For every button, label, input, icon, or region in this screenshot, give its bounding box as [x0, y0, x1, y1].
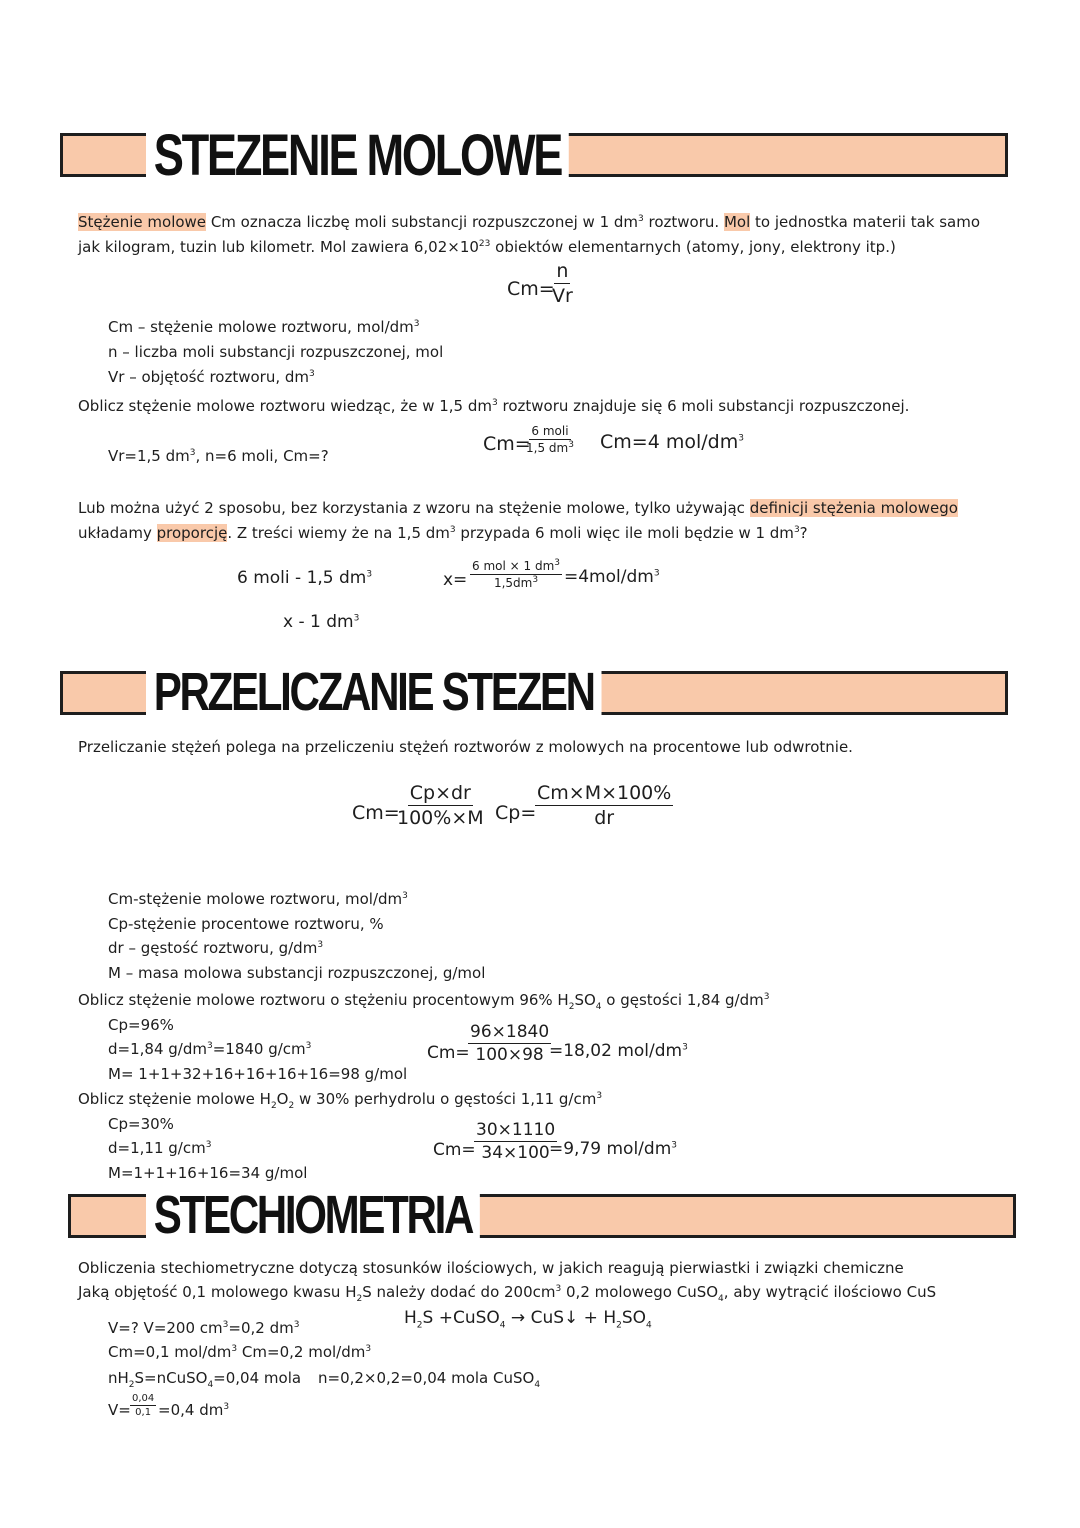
calc-fraction: $\frac{30\times 1110}{34\times 100}$ — [476, 1120, 556, 1163]
intro-line-2: jak kilogram, tuzin lub kilometr. Mol zawiera $6,02\times 10^{23}$ obiektów elementarnych (atomy, jony, elektrony itp.) — [78, 238, 896, 256]
formula-cm-fraction: $\frac{Cp\times dr}{100\%\times M}$ — [397, 782, 484, 829]
calc-lhs: Cm= — [483, 433, 531, 455]
task-line: Oblicz stężenie molowe roztworu wiedząc, że w 1,5 $dm^3$ roztworu znajduje się 6 moli substancji rozpuszczonej. — [78, 397, 910, 415]
section-title-przeliczanie-stezen: PRZELICZANIE STEZEN — [146, 660, 602, 724]
volume-lhs: V= — [108, 1401, 131, 1419]
proportion-lhs: x= — [443, 570, 468, 590]
legend-line: Cp-stężenie procentowe roztworu, % — [108, 915, 384, 933]
legend-line: Vr – objętość roztworu, $dm^3$ — [108, 368, 315, 386]
intro-line-1: Stężenie molowe Cm oznacza liczbę moli substancji rozpuszczonej w 1 $dm^3$ roztworu. Mol to jednostka materii tak samo — [78, 213, 981, 231]
calc-fraction: 6 moli 1,5 $dm^3$ — [526, 424, 574, 455]
given-values: Vr=1,5 $dm^3$, n=6 moli, Cm=? — [108, 447, 329, 465]
calc-fraction: $\frac{96\times 1840}{100\times 98}$ — [470, 1022, 550, 1065]
given-cp: Cp=30% — [108, 1115, 174, 1133]
intro-line: Przeliczanie stężeń polega na przeliczeniu stężeń roztworów z molowych na procentowe lub odwrotnie. — [78, 738, 853, 756]
section-title-stechiometria: STECHIOMETRIA — [146, 1183, 480, 1247]
formula-lhs: Cm= — [507, 278, 555, 300]
calc-lhs: Cm= — [427, 1043, 470, 1063]
legend-line: Cm – stężenie molowe roztworu, mol/$dm^3$ — [108, 318, 420, 336]
proportion-row: 6 moli - 1,5 $dm^3$ — [237, 568, 373, 588]
mole-calculation: n=0,2×0,2=0,04 mola CuSO$_4$ — [318, 1369, 541, 1390]
task-line: Oblicz stężenie molowe roztworu o stężeniu procentowym 96% $H_2SO_4$ o gęstości 1,84 $g/dm^3$ — [78, 991, 770, 1012]
intro-line: Obliczenia stechiometryczne dotyczą stosunków ilościowych, w jakich reagują pierwiastki i związki chemiczne — [78, 1259, 904, 1277]
task-line: Jaką objętość 0,1 molowego kwasu $H_2S$ należy dodać do $200cm^3$ 0,2 molowego CuSO$_4$, aby wytrącić ilościowo CuS — [78, 1283, 937, 1304]
section-title-stezenie-molowe: STEZENIE MOLOWE — [146, 124, 569, 188]
calc-result: Cm=4 mol/$dm^3$ — [600, 431, 744, 453]
alt-method-line-2: układamy proporcję. Z treści wiemy że na 1,5 $dm^3$ przypada 6 moli więc ile moli będzie w 1 $dm^3$? — [78, 524, 808, 542]
given-molar-mass: M= 1+1+32+16+16+16+16=98 g/mol — [108, 1065, 408, 1083]
volume-fraction: $\frac{0,04}{0,1}$ — [132, 1393, 155, 1418]
proportion-result: $=4mol/dm^3$ — [564, 567, 660, 587]
legend-line: M – masa molowa substancji rozpuszczonej, g/mol — [108, 964, 486, 982]
mole-equation: $nH_2S=nCuSO_4=0,04$ mola — [108, 1369, 302, 1390]
formula-cp-fraction: $\frac{Cm\times M\times 100\%}{dr}$ — [537, 782, 672, 829]
formula-lhs: Cp= — [495, 802, 537, 824]
highlight-term: proporcję — [156, 524, 228, 542]
calc-result: =18,02 mol/$dm^3$ — [549, 1041, 688, 1061]
given-cp: Cp=96% — [108, 1016, 174, 1034]
legend-line: Cm-stężenie molowe roztworu, mol/$dm^3$ — [108, 890, 408, 908]
given-concentrations: Cm=0,1 mol/$dm^3$ Cm=0,2 mol/$dm^3$ — [108, 1343, 372, 1361]
highlight-term: definicji stężenia molowego — [749, 499, 958, 517]
formula-fraction: $\frac{n}{Vr}$ — [552, 260, 573, 307]
highlight-term: Stężenie molowe — [78, 213, 207, 231]
volume-result: =0,4 $dm^3$ — [158, 1401, 230, 1419]
proportion-fraction: 6 mol × 1 $dm^3$ $1,5dm^3$ — [472, 558, 560, 590]
given-density: d=1,84 $g/dm^3=1840$ $g/cm^3$ — [108, 1040, 312, 1058]
legend-line: dr – gęstość roztworu, $g/dm^3$ — [108, 939, 324, 957]
calc-lhs: Cm= — [433, 1140, 476, 1160]
task-line: Oblicz stężenie molowe $H_2O_2$ w 30% perhydrolu o gęstości 1,11 $g/cm^3$ — [78, 1090, 603, 1111]
reaction-equation: $H_2S$ +CuSO$_4$ → CuS↓ + $H_2SO_4$ — [404, 1308, 652, 1331]
formula-lhs: Cm= — [352, 802, 400, 824]
highlight-term: Mol — [723, 213, 751, 231]
alt-method-line-1: Lub można użyć 2 sposobu, bez korzystania z wzoru na stężenie molowe, tylko używając definicji stężenia molowego — [78, 499, 958, 517]
proportion-row: x - 1 $dm^3$ — [283, 612, 360, 632]
calc-result: =9,79 mol/$dm^3$ — [549, 1139, 677, 1159]
legend-line: n – liczba moli substancji rozpuszczonej, mol — [108, 343, 444, 361]
given-molar-mass: M=1+1+16+16=34 g/mol — [108, 1164, 308, 1182]
given-density: d=1,11 $g/cm^3$ — [108, 1139, 212, 1157]
given-volume: V=? V=200 $cm^3=0,2$ $dm^3$ — [108, 1319, 300, 1337]
